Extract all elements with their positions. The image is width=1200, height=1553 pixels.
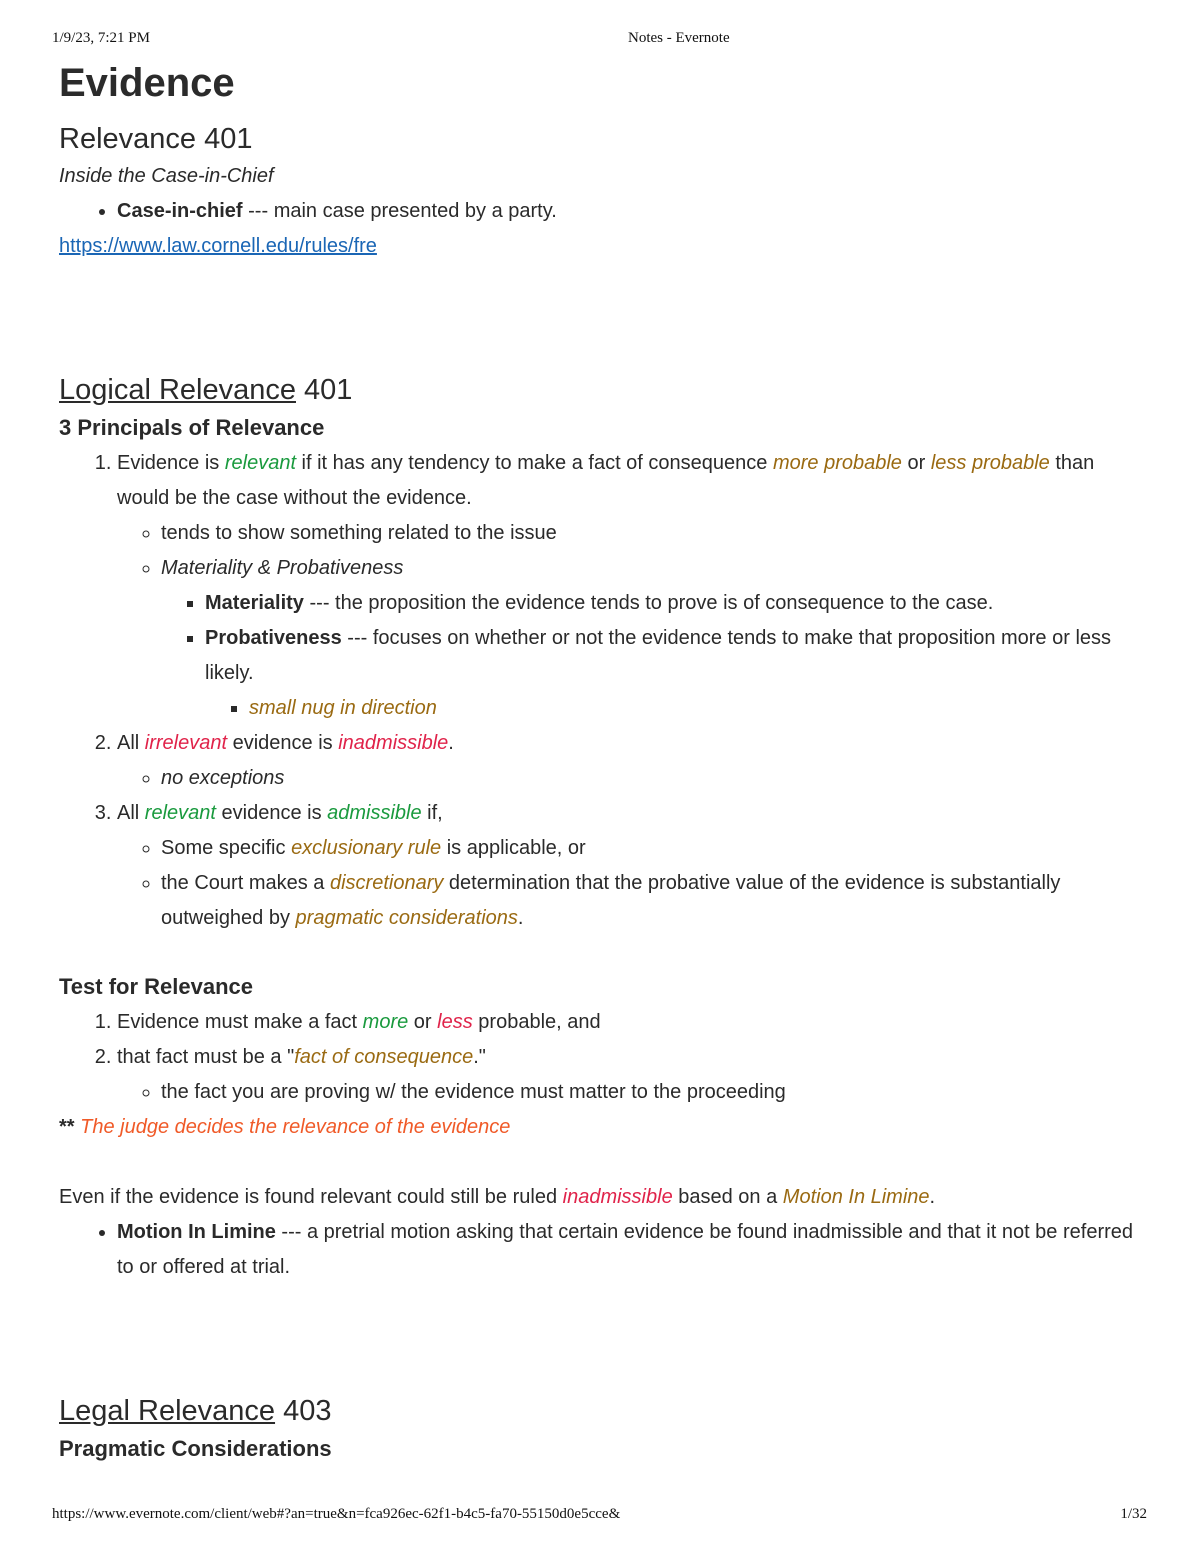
text: evidence is	[215, 802, 328, 824]
definition: --- the proposition the evidence tends to prove is of consequence to the case.	[303, 592, 994, 614]
keyword-motion-in-limine: Motion In Limine	[782, 1186, 930, 1208]
spacer	[59, 1145, 1149, 1180]
sub-sub-sub-list	[205, 691, 1149, 726]
keyword-inadmissible: inadmissible	[562, 1186, 673, 1208]
spacer	[59, 264, 1149, 370]
text: determination that the probative value of the evidence is substantially outweighed by	[161, 872, 1061, 929]
list-item	[249, 691, 1149, 726]
text: or	[901, 452, 931, 474]
term: Case-in-chief	[117, 200, 243, 222]
text: evidence is	[227, 732, 339, 754]
term-motion-in-limine: Motion In Limine	[117, 1221, 276, 1243]
list-item	[117, 1040, 1149, 1110]
definition: --- main case presented by a party.	[242, 200, 557, 222]
text: Evidence must make a fact	[117, 1011, 363, 1033]
text: or	[408, 1011, 438, 1033]
definition: --- a pretrial motion asking that certain evidence be found inadmissible and that it not be referred to or offered at trial.	[117, 1221, 1134, 1278]
list-item	[117, 1215, 1149, 1285]
list-item	[161, 551, 1149, 726]
text: that fact must be a "	[117, 1046, 295, 1068]
list-item	[161, 761, 1149, 796]
list-item	[205, 586, 1149, 621]
keyword-irrelevant: irrelevant	[144, 732, 228, 754]
keyword-discretionary: discretionary	[329, 872, 444, 894]
subheading-pragmatic-considerations: Pragmatic Considerations	[59, 1436, 332, 1461]
page-number: 1/32	[1120, 1506, 1147, 1522]
judge-text: The judge decides the relevance of the evidence	[74, 1116, 511, 1138]
text: than would be the case without the evidence.	[117, 452, 1095, 509]
print-page-title: Notes - Evernote	[628, 30, 730, 46]
text: no exceptions	[161, 767, 285, 789]
text: if,	[421, 802, 443, 824]
list-item	[161, 831, 1149, 866]
text: All	[117, 732, 145, 754]
stars: **	[59, 1116, 75, 1138]
text: Materiality & Probativeness	[161, 557, 404, 579]
note-title: Evidence	[59, 61, 235, 105]
cornell-fre-link[interactable]: https://www.law.cornell.edu/rules/fre	[59, 235, 377, 257]
text: .	[929, 1186, 936, 1208]
bullet-list	[59, 194, 1149, 229]
spacer	[59, 1285, 1149, 1391]
heading-underlined: Logical Relevance	[59, 374, 296, 406]
section-heading-legal-relevance	[59, 1391, 1149, 1431]
keyword-fact-of-consequence: fact of consequence	[294, 1046, 474, 1068]
sub-list	[117, 516, 1149, 726]
print-datetime: 1/9/23, 7:21 PM	[52, 30, 150, 46]
subheading-principals: 3 Principals of Relevance	[59, 415, 325, 440]
text: .	[517, 907, 524, 929]
list-item	[117, 194, 1149, 229]
keyword-relevant: relevant	[144, 802, 216, 824]
sub-list	[117, 831, 1149, 936]
subheading-case-in-chief: Inside the Case-in-Chief	[59, 165, 274, 187]
subheading-test-for-relevance: Test for Relevance	[59, 974, 254, 999]
section-heading-relevance: Relevance 401	[59, 123, 253, 155]
keyword-admissible: admissible	[327, 802, 422, 824]
text: .	[448, 732, 454, 754]
keyword-nug: small nug in direction	[249, 697, 437, 719]
heading-rule-number: 401	[295, 374, 353, 406]
heading-underlined: Legal Relevance	[59, 1395, 276, 1427]
heading-rule-number: 403	[275, 1395, 332, 1427]
link-paragraph	[59, 229, 1149, 264]
text: probable, and	[472, 1011, 601, 1033]
list-item	[117, 796, 1149, 936]
list-item: ◦ tends to show something related to the issue	[161, 516, 1149, 551]
text: the Court makes a	[161, 872, 330, 894]
note-content	[59, 58, 1149, 1467]
even-if-paragraph	[59, 1180, 1149, 1215]
section-heading-logical-relevance	[59, 370, 1149, 410]
text: if it has any tendency to make a fact of consequence	[296, 452, 773, 474]
term-probativeness: Probativeness	[205, 627, 342, 649]
list-item: ◦ the fact you are proving w/ the evidence must matter to the proceeding	[161, 1075, 1149, 1110]
keyword-more: more	[362, 1011, 409, 1033]
text: All	[117, 802, 145, 824]
judge-note	[59, 1110, 1149, 1145]
text: Evidence is	[117, 452, 225, 474]
print-url: https://www.evernote.com/client/web#?an=true&n=fca926ec-62f1-b4c5-fa70-55150d0e5cce&	[52, 1506, 621, 1522]
spacer	[59, 936, 1149, 969]
text: ."	[473, 1046, 486, 1068]
keyword-less-probable: less probable	[930, 452, 1050, 474]
list-item	[117, 726, 1149, 796]
principals-list	[59, 446, 1149, 936]
sub-list	[117, 761, 1149, 796]
keyword-inadmissible: inadmissible	[338, 732, 449, 754]
list-item	[205, 621, 1149, 726]
test-list	[59, 1005, 1149, 1110]
text: Some specific	[161, 837, 292, 859]
keyword-more-probable: more probable	[772, 452, 902, 474]
sub-sub-list	[161, 586, 1149, 726]
bullet-list	[59, 1215, 1149, 1285]
keyword-less: less	[437, 1011, 473, 1033]
definition: --- focuses on whether or not the evidence tends to make that proposition more or less likely.	[205, 627, 1112, 684]
list-item	[117, 446, 1149, 726]
text: Even if the evidence is found relevant could still be ruled	[59, 1186, 563, 1208]
text: is applicable, or	[441, 837, 586, 859]
sub-list	[117, 1075, 1149, 1110]
term-materiality: Materiality	[205, 592, 304, 614]
text: based on a	[672, 1186, 783, 1208]
keyword-pragmatic-considerations: pragmatic considerations	[295, 907, 518, 929]
list-item	[161, 866, 1149, 936]
keyword-exclusionary-rule: exclusionary rule	[291, 837, 442, 859]
list-item	[117, 1005, 1149, 1040]
keyword-relevant: relevant	[224, 452, 296, 474]
